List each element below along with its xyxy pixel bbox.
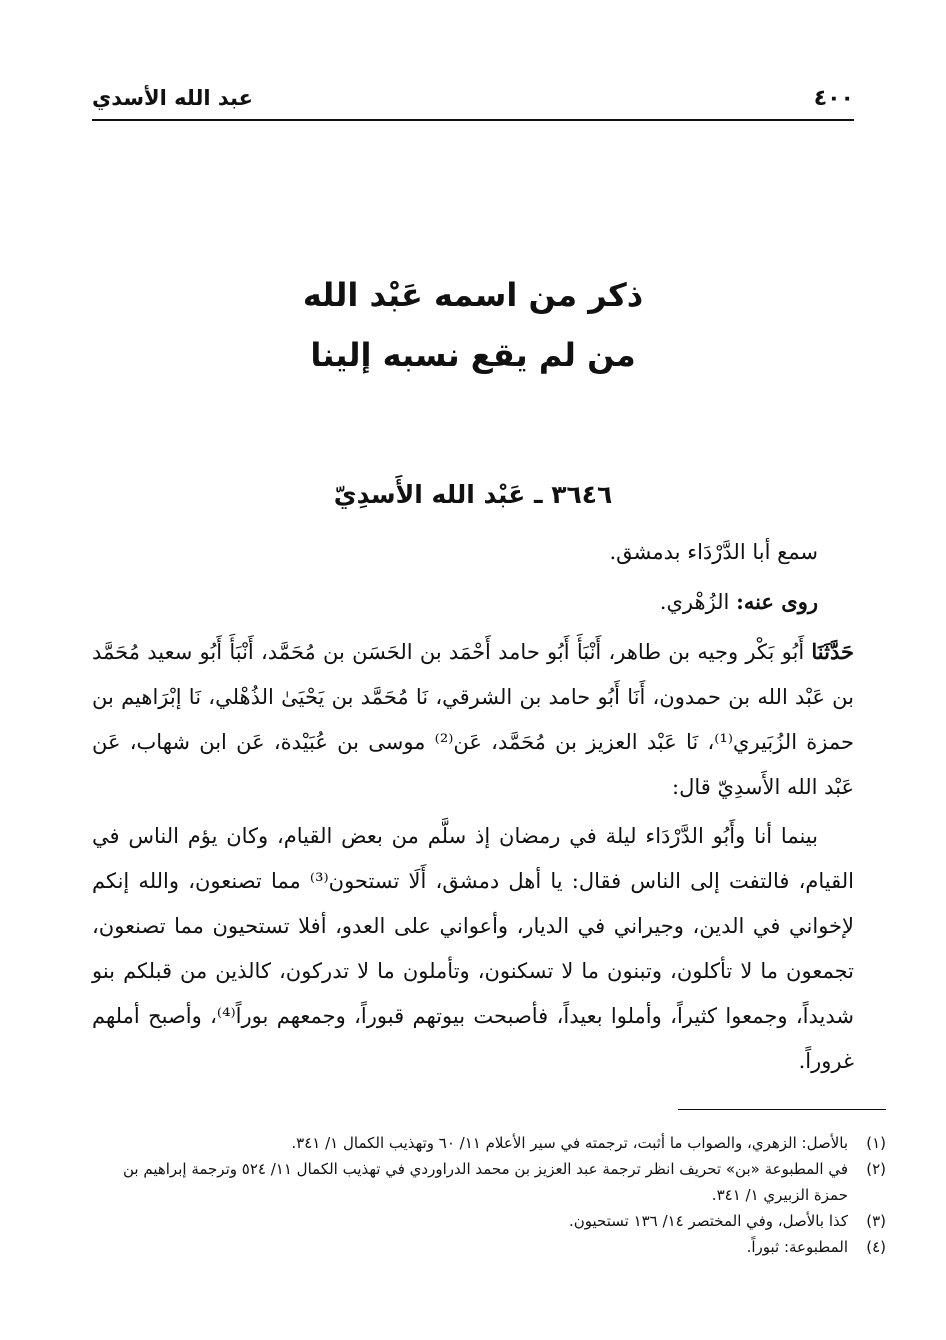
footnotes	[92, 1130, 886, 1260]
section-title	[92, 265, 854, 385]
running-title: عبد الله الأسدي	[92, 86, 253, 110]
paragraph-isnad	[92, 629, 854, 810]
footnote-text: في المطبوعة «بن» تحريف انظر ترجمة عبد العزيز بن محمد الدراوردي في تهذيب الكمال ١١/ ٥٢٤ وترجمة إبراهيم بن حمزة الزبيري ١/ ٣٤١.	[122, 1160, 848, 1204]
footnote	[92, 1130, 886, 1156]
entry-heading: ٣٦٤٦ ـ عَبْد الله الأَسدِيّ	[333, 480, 613, 509]
section-title-line-2: من لم يقع نسبه إلينا	[310, 336, 636, 374]
entry-body	[92, 530, 854, 1084]
isnad-text: أَبُو بَكْر وجيه بن طاهر، أَنْبَأَ أَبُو حامد أَحْمَد بن الحَسَن بن مُحَمَّد، أَنْبَأَ أَبُو سعيد مُحَمَّد بن عَبْد الله بن حمدون، أَنَا أَبُو حامد بن الشرقي، نَا مُحَمَّد بن يَحْيَىٰ الذُهْلي، نَا إبْرَاهيم بن حمزة الزُبَيري⁽¹⁾، نَا عَبْد العزيز بن مُحَمَّد، عَن⁽²⁾ موسى بن عُبَيْدة، عَن ابن شهاب، عَن عَبْد الله الأَسدِيّ قال:	[92, 640, 854, 799]
footnote-text: بالأصل: الزهري، والصواب ما أثبت، ترجمته في سير الأعلام ١١/ ٦٠ وتهذيب الكمال ١/ ٣٤١.	[291, 1134, 848, 1152]
footnote-number: (٤)	[866, 1238, 886, 1256]
page-number: ٤٠٠	[813, 86, 854, 111]
paragraph-matn: بينما أنا وأَبُو الدَّرْدَاء ليلة في رمضان إذ سلَّم من بعض القيام، وكان يؤم الناس في القيام، فالتفت إلى الناس فقال: يا أهل دمشق، أَلَا تستحون⁽³⁾ مما تصنعون، والله إنكم لإخواني في الدين، وجيراني في الديار، وأعواني على العدو، أفلا تستحيون مما تصنعون، تجمعون ما لا تأكلون، وتبنون ما لا تسكنون، وتأملون ما لا تدركون، كالذين من قبلكم بنو شديداً، وجمعوا كثيراً، وأملوا بعيداً، فأصبحت بيوتهم قبوراً، وجمعهم بوراً⁽⁴⁾، وأصبح أملهم غروراً.	[92, 824, 854, 1073]
isnad-label: حَدَّثَنَا	[811, 639, 854, 664]
footnote-number: (١)	[866, 1134, 886, 1152]
paragraph-heard: سمع أبا الدَّرْدَاء بدمشق.	[609, 540, 818, 564]
narrated-by-text: الزُهْري.	[659, 590, 737, 614]
running-header	[92, 84, 854, 118]
footnote	[92, 1208, 886, 1234]
footnote	[92, 1156, 886, 1208]
footnote-text: كذا بالأصل، وفي المختصر ١٤/ ١٣٦ تستحيون.	[568, 1212, 848, 1230]
footnote-rule	[678, 1109, 886, 1110]
narrated-by-label: روى عنه:	[736, 589, 818, 614]
footnote-number: (٢)	[866, 1160, 886, 1178]
footnote	[92, 1234, 886, 1260]
footnote-number: (٣)	[866, 1212, 886, 1230]
footnote-text: المطبوعة: ثبوراً.	[746, 1238, 848, 1256]
paragraph-narrators	[92, 579, 854, 625]
header-rule	[92, 119, 854, 121]
section-title-line-1: ذكر من اسمه عَبْد الله	[302, 276, 644, 314]
